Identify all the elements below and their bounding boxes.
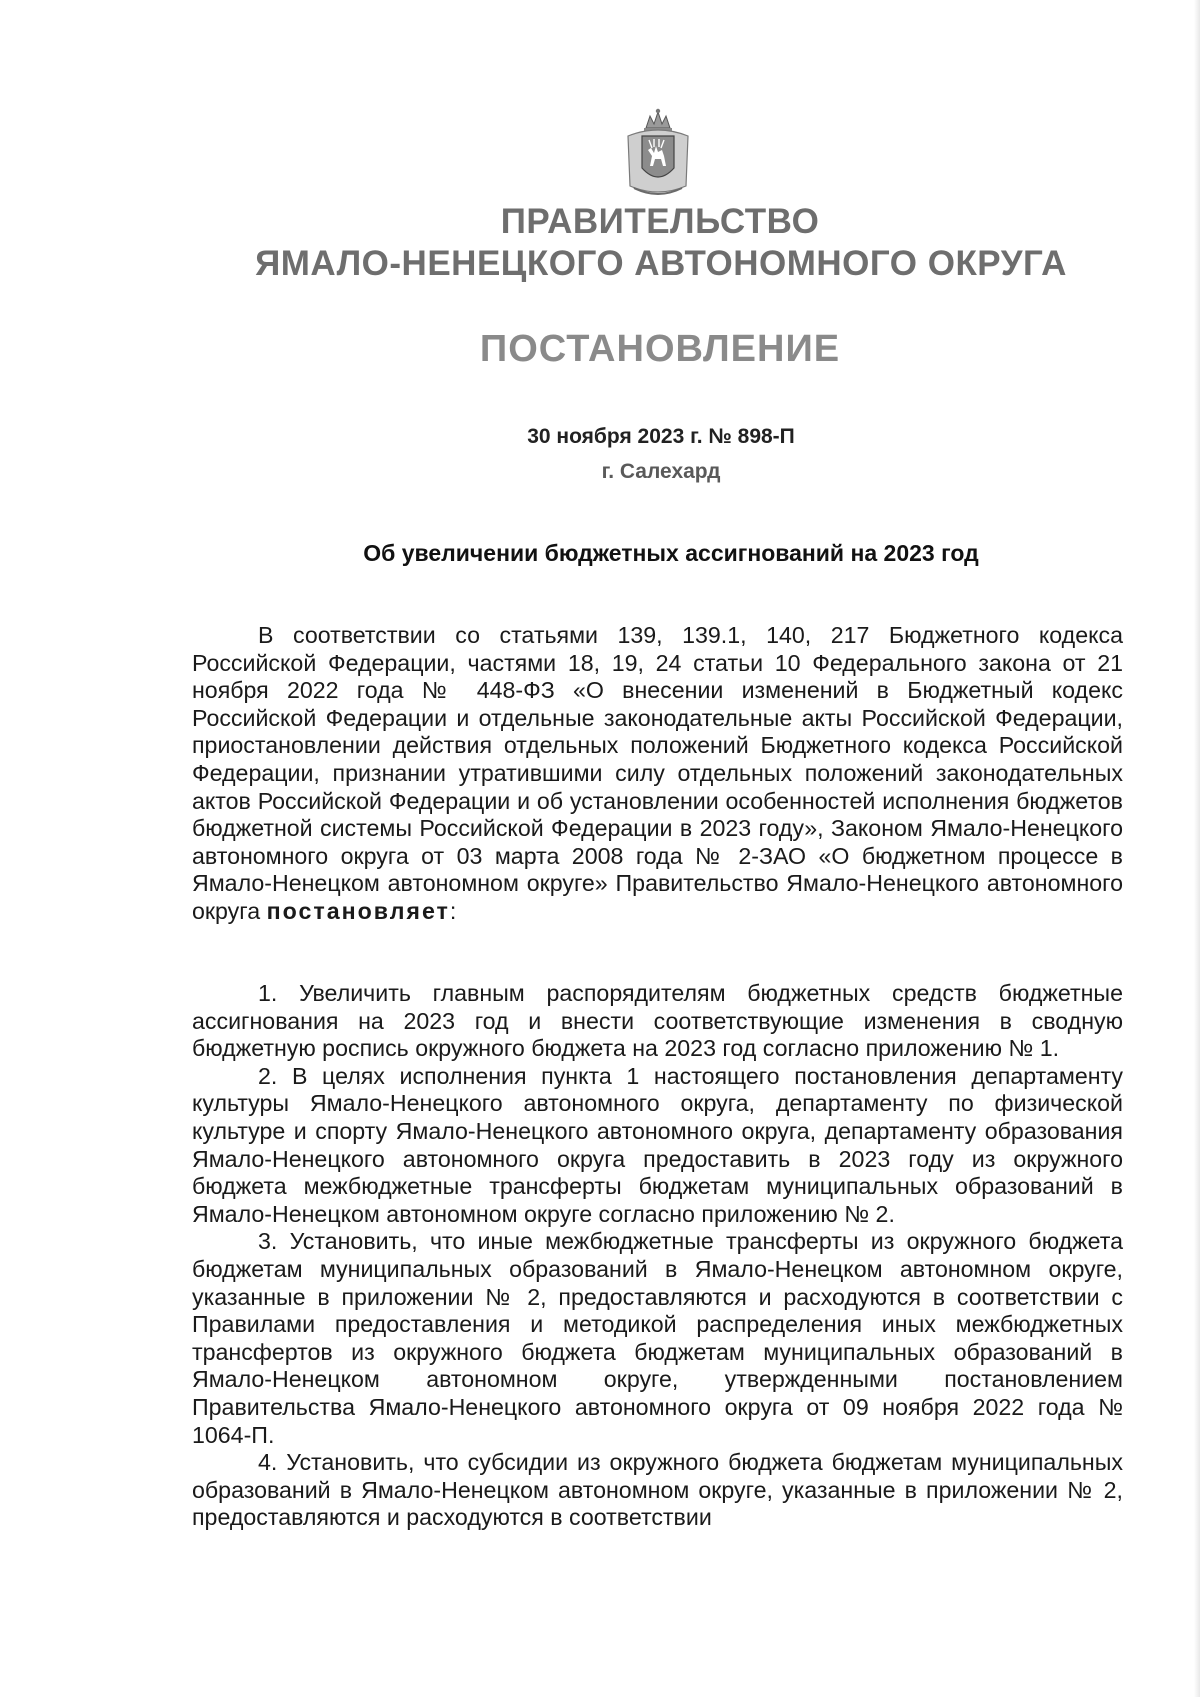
page-edge [1194, 0, 1200, 1697]
resolution-item-3: 3. Установить, что иные межбюджетные трансферты из окружного бюджета бюджетам муниципальных образований в Ямало-Ненецком автономном округе, указанные в приложении № 2, предоставляются и расходуются в соответствии с Правилами предоставления и методикой распределения иных межбюджетных трансфертов из окружного бюджета бюджетам муниципальных образований в Ямало-Ненецком автономном округе, утвержденными постановлением Правительства Ямало-Ненецкого автономного округа от 09 ноября 2022 года № 1064-П. [192, 1228, 1123, 1448]
document-date-number: 30 ноября 2023 г. № 898-П [527, 425, 795, 448]
resolution-item-1: 1. Увеличить главным распорядителям бюджетных средств бюджетные ассигнования на 2023 год и внести соответствующие изменения в сводную бюджетную роспись окружного бюджета на 2023 год согласно приложению № 1. [192, 980, 1123, 1062]
resolves-colon: : [449, 897, 457, 924]
resolves-word: постановляет [266, 897, 450, 924]
preamble-text: В соответствии со статьями 139, 139.1, 140, 217 Бюджетного кодекса Российской Федерации, частями 18, 19, 24 статьи 10 Федерального закона от 21 ноября 2022 года № 448-ФЗ «О внесении изменений в Бюджетный кодекс Российской Федерации и отдельные законодательные акты Российской Федерации, приостановлении действия отдельных положений Бюджетного кодекса Российской Федерации, признании утратившими силу отдельных положений законодательных актов Российской Федерации и об установлении особенностей исполнения бюджетов бюджетной системы Российской Федерации в 2023 году», Законом Ямало-Ненецкого автономного округа от 03 марта 2008 года № 2-ЗАО «О бюджетном процессе в Ямало-Ненецком автономном округе» Правительство Ямало-Ненецкого автономного округа [192, 622, 1123, 924]
document-type: ПОСТАНОВЛЕНИЕ [479, 328, 841, 370]
resolution-item-2: 2. В целях исполнения пункта 1 настоящего постановления департаменту культуры Ямало-Ненецкого автономного округа, департаменту по физической культуре и спорту Ямало-Ненецкого автономного округа, департаменту образования Ямало-Ненецкого автономного округа предоставить в 2023 году из окружного бюджета межбюджетные трансферты бюджетам муниципальных образований в Ямало-Ненецком автономном округе согласно приложению № 2. [192, 1062, 1123, 1227]
resolution-items [192, 980, 1123, 1532]
coat-of-arms-icon [624, 106, 692, 202]
document-subject: Об увеличении бюджетных ассигнований на 2023 год [363, 540, 979, 566]
document-city: г. Салехард [601, 460, 721, 483]
resolution-item-4: 4. Установить, что субсидии из окружного бюджета бюджетам муниципальных образований в Ямало-Ненецком автономном округе, указанные в приложении № 2, предоставляются и расходуются в соответствии [192, 1449, 1123, 1531]
org-title-line2: ЯМАЛО-НЕНЕЦКОГО АВТОНОМНОГО ОКРУГА [255, 244, 1067, 283]
preamble-paragraph [192, 622, 1123, 926]
org-title-line1: ПРАВИТЕЛЬСТВО [500, 202, 820, 241]
